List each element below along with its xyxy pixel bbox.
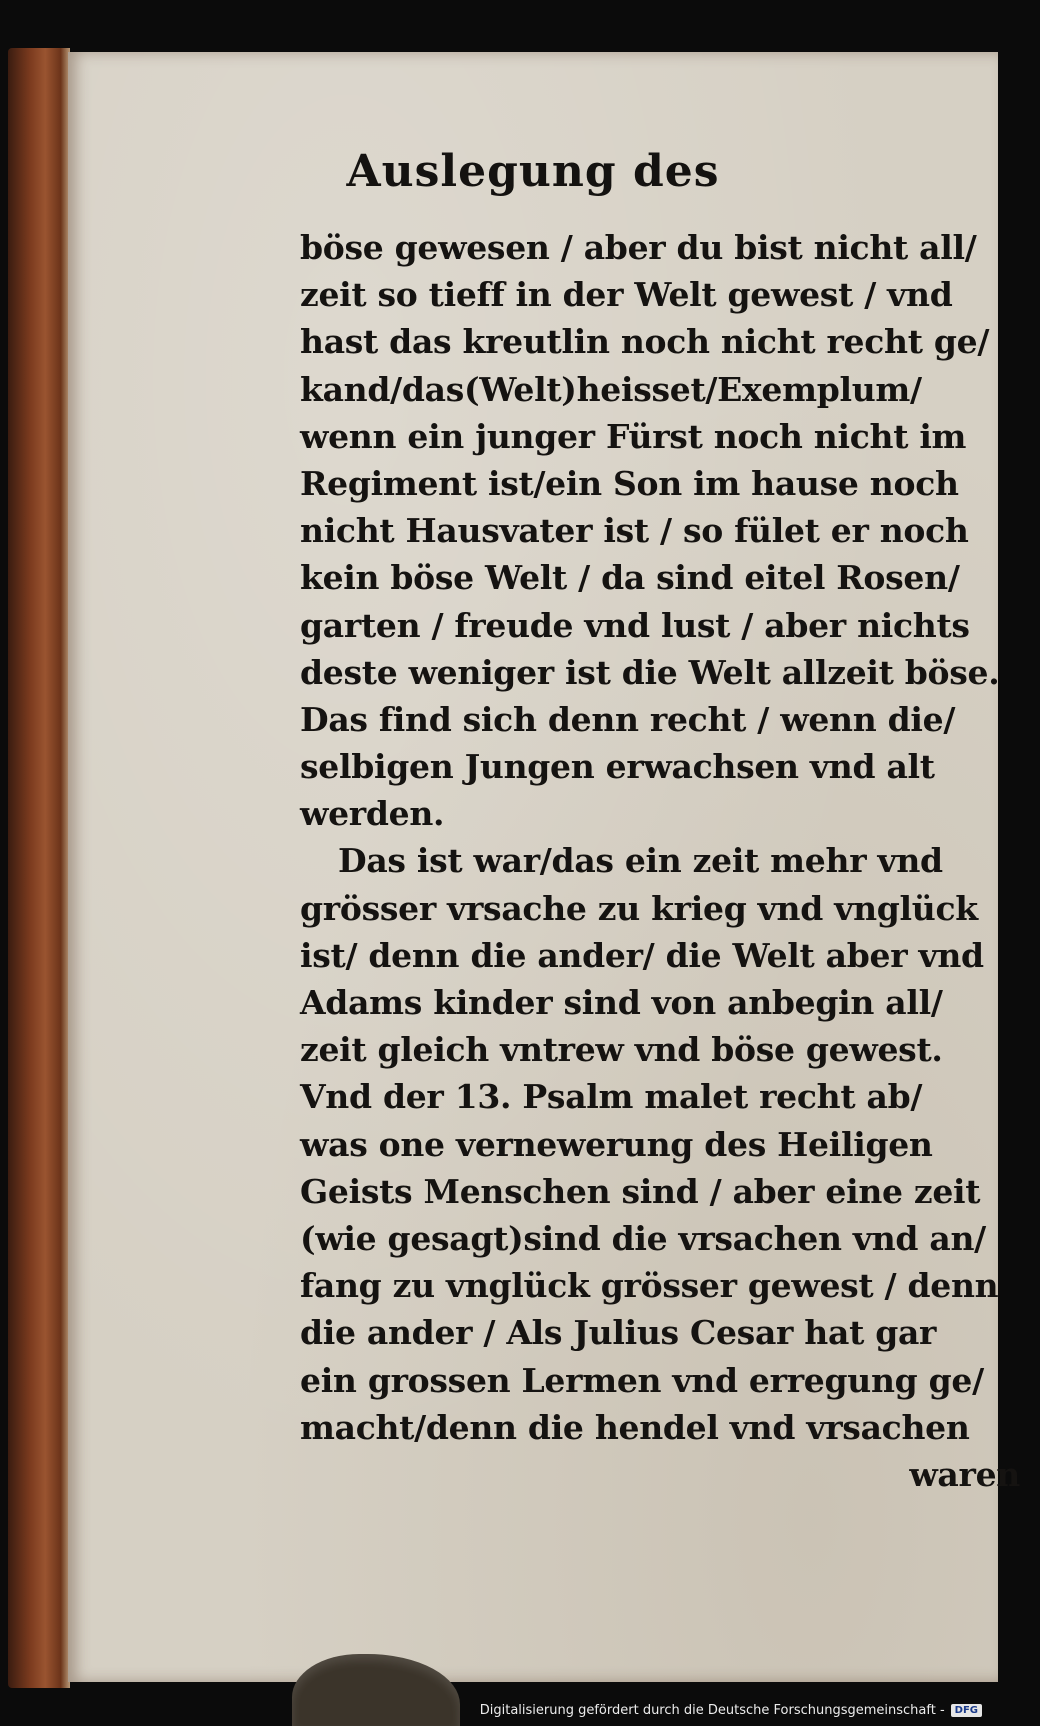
body-text xyxy=(300,224,1040,1498)
text-line: macht/denn die hendel vnd vrsachen xyxy=(300,1407,970,1447)
text-line: nicht Hausvater ist / so fület er noch xyxy=(300,511,969,551)
text-line: Regiment ist/ein Son im hause noch xyxy=(300,463,959,503)
text-line: böse gewesen / aber du bist nicht all/ xyxy=(300,228,977,267)
book-page xyxy=(68,52,1020,1682)
catchword: waren xyxy=(909,1454,1020,1494)
digitization-credit xyxy=(480,1703,982,1718)
book-spine-edge xyxy=(8,48,70,1688)
text-line: Adams kinder sind von anbegin all/ xyxy=(300,983,943,1022)
text-line: die ander / Als Julius Cesar hat gar xyxy=(300,1313,937,1353)
text-line: ist/ denn die ander/ die Welt aber vnd xyxy=(300,935,984,975)
text-line: kand/das(Welt)heisset/Exemplum/ xyxy=(300,369,922,409)
running-head: Auslegung des xyxy=(346,146,720,197)
text-line: Das find sich denn recht / wenn die/ xyxy=(300,699,956,739)
text-line: garten / freude vnd lust / aber nichts xyxy=(300,605,970,645)
text-line: grösser vrsache zu krieg vnd vnglück xyxy=(300,888,978,928)
page-damage-patch xyxy=(292,1654,460,1726)
text-line-paragraph-start: Das ist war/das ein zeit mehr vnd xyxy=(338,841,943,881)
dfg-logo: DFG xyxy=(951,1704,982,1717)
text-line: werden. xyxy=(300,794,445,834)
text-line: hast das kreutlin noch nicht recht ge/ xyxy=(300,322,990,362)
text-line: deste weniger ist die Welt allzeit böse. xyxy=(300,652,1000,692)
text-line: kein böse Welt / da sind eitel Rosen/ xyxy=(300,558,960,598)
text-line: selbigen Jungen erwachsen vnd alt xyxy=(300,747,935,787)
text-line: Geists Menschen sind / aber eine zeit xyxy=(300,1171,981,1211)
credit-text: Digitalisierung gefördert durch die Deutsche Forschungsgemeinschaft - xyxy=(479,1703,945,1718)
text-line: ein grossen Lermen vnd erregung ge/ xyxy=(300,1360,984,1400)
text-line: (wie gesagt)sind die vrsachen vnd an/ xyxy=(300,1218,986,1258)
text-line: zeit gleich vntrew vnd böse gewest. xyxy=(300,1030,943,1070)
text-line: zeit so tieff in der Welt gewest / vnd xyxy=(300,275,953,315)
text-line: Vnd der 13. Psalm malet recht ab/ xyxy=(300,1077,923,1117)
text-line: was one vernewerung des Heiligen xyxy=(300,1124,933,1164)
text-line: fang zu vnglück grösser gewest / denn xyxy=(300,1266,999,1306)
text-line: wenn ein junger Fürst noch nicht im xyxy=(300,416,967,456)
